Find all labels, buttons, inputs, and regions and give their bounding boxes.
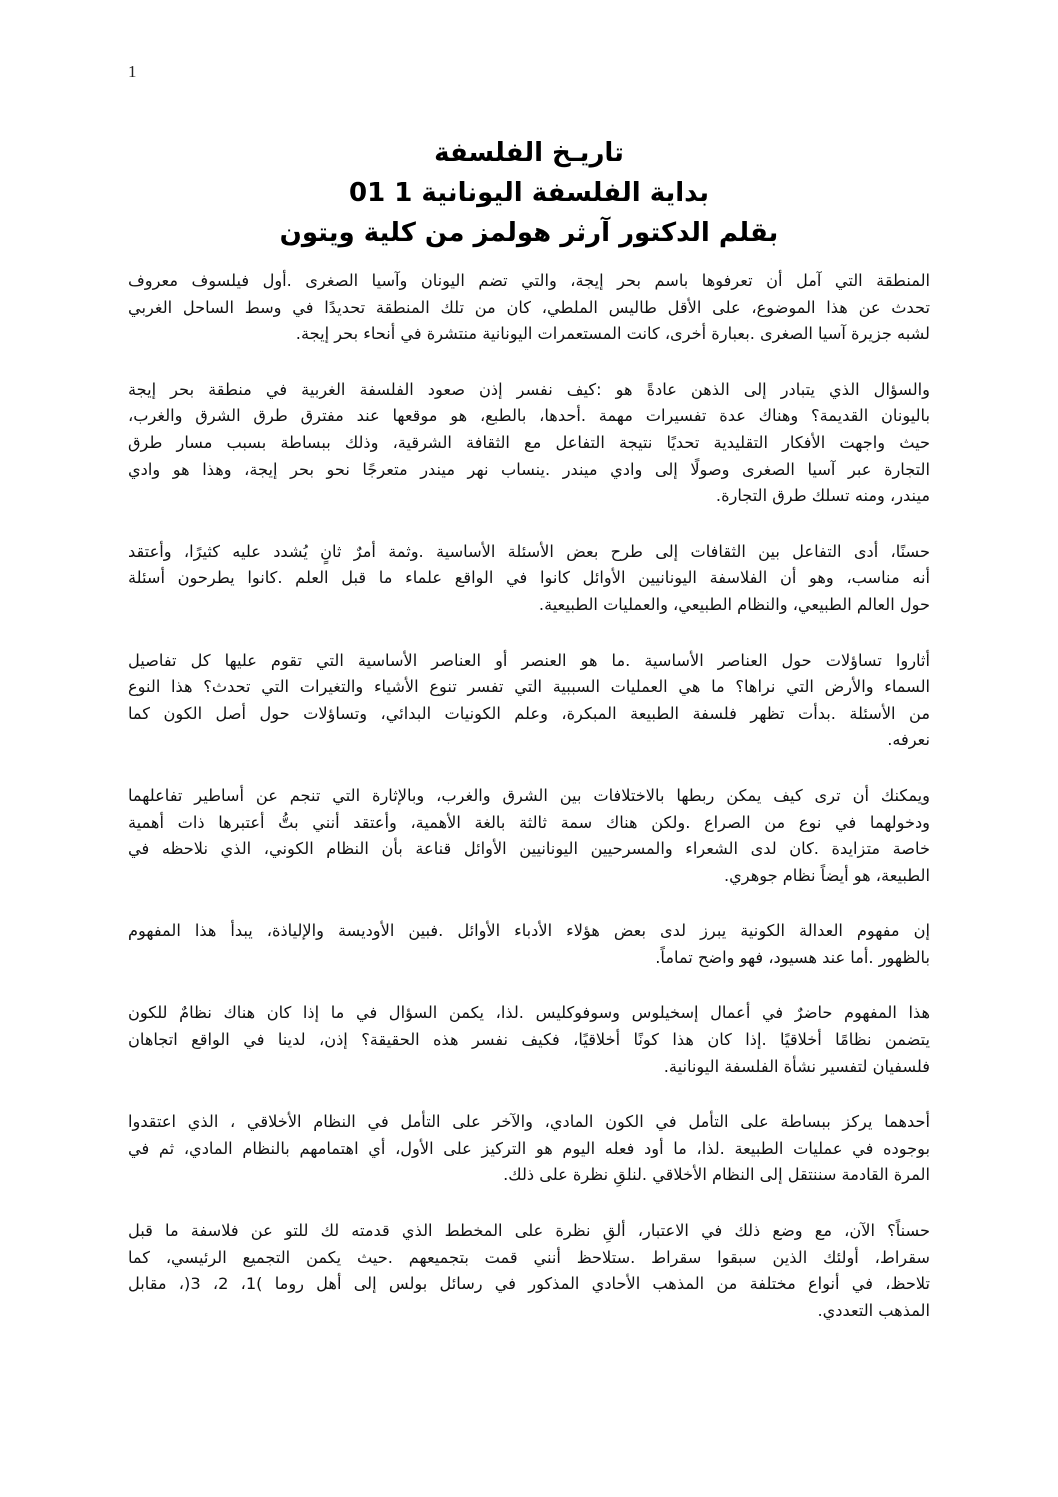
paragraph-line: بالظهور .أما عند هسيود، فهو واضح تماماً. [655,947,930,967]
paragraph-line: المنطقة التي آمل أن تعرفوها باسم بحر إيجة، والتي تضم اليونان وآسيا الصغرى .أول فيلسوف معروف [128,271,930,290]
document-body [128,268,930,1353]
paragraph-line: حسنًا، أدى التفاعل بين الثقافات إلى طرح بعض الأسئلة الأساسية .وثمة أمرٌ ثانٍ يُشدد عليه كثيرًا، وأعتقد [128,541,930,561]
paragraph-line: والسؤال الذي يتبادر إلى الذهن عادةً هو :كيف نفسر إذن صعود الفلسفة الغربية في منطقة بحر إيجة [128,379,930,399]
paragraph-line: حسناً؟ الآن، مع وضع ذلك في الاعتبار، ألقِ نظرة على المخطط الذي قدمته لك للتو عن فلاسفة ما قبل [128,1221,930,1241]
paragraph-line: فلسفيان لتفسير نشأة الفلسفة اليونانية. [663,1056,930,1076]
paragraph-line: باليونان القديمة؟ وهناك عدة تفسيرات مهمة .أحدها، بالطبع، هو موقعها عند مفترق طرق الشرق والغرب، [128,406,930,426]
paragraph-line: خاصة متزايدة .كان لدى الشعراء والمسرحيين اليونانيين الأوائل قناعة بأن النظام الكوني، الذي نلاحظه في [128,839,930,859]
paragraph-line: بوجوده في عمليات الطبيعة .لذا، ما أود فعله اليوم هو التركيز على الأول، أي اهتمامهم بالنظام المادي، ثم في [128,1138,930,1158]
paragraph-line: الطبيعة، هو أيضاً نظام جوهري. [723,865,930,885]
paragraph-line: ودخولهما في نوع من الصراع .ولكن هناك سمة ثالثة بالغة الأهمية، وأعتقد أنني بتُّ أعتبرها ذات أهمية [128,812,930,832]
paragraph [128,648,930,754]
paragraph-line: أحدهما يركز ببساطة على التأمل في الكون المادي، والآخر على التأمل في النظام الأخلاقي ، الذي اعتقدوا [128,1112,930,1132]
paragraph-line: نعرفه. [887,730,930,750]
paragraph-line: من الأسئلة .بدأت تظهر فلسفة الطبيعة المبكرة، وعلم الكونيات البدائي، وتساؤلات حول أصل الكون كما [128,703,930,723]
paragraph-line: حيث واجهت الأفكار التقليدية تحديًا نتيجة التفاعل مع الثقافة الشرقية، وذلك ببساطة بسبب مسار طرق [128,432,930,452]
document-title [0,133,1058,253]
paragraph-line: التجارة عبر آسيا الصغرى وصولًا إلى وادي ميندر .ينساب نهر ميندر متعرجًا نحو بحر إيجة، وهذا هو وادي [128,459,930,479]
title-line-2: بداية الفلسفة اليونانية 1 01 [349,178,709,208]
paragraph [128,783,930,889]
paragraph-line: أنه مناسب، وهو أن الفلاسفة اليونانيين الأوائل كانوا في الواقع علماء ما قبل العلم .كانوا يطرحون أسئلة [128,568,930,588]
paragraph-line: تحدث عن هذا الموضوع، على الأقل طاليس الملطي، كان من تلك المنطقة تحديدًا في وسط الساحل الغربي [128,297,930,317]
paragraph-line: يتضمن نظامًا أخلاقيًا .إذا كان هذا كونًا أخلاقيًا، فكيف نفسر هذه الحقيقة؟ إذن، لدينا في الواقع اتجاهان [128,1030,930,1050]
paragraph-line: سقراط، أولئك الذين سبقوا سقراط .ستلاحظ أنني قمت بتجميعهم .حيث يكمن التجميع الرئيسي، كما [128,1247,930,1267]
paragraph [128,1218,930,1324]
paragraph [128,539,930,619]
paragraph [128,1000,930,1080]
paragraph [128,377,930,510]
paragraph [128,918,930,971]
paragraph-line: حول العالم الطبيعي، والنظام الطبيعي، والعمليات الطبيعية. [538,594,930,614]
paragraph-line: ويمكنك أن ترى كيف يمكن ربطها بالاختلافات بين الشرق والغرب، وبالإثارة التي تنجم عن أساطير تفاعلهما [128,785,930,805]
paragraph [128,268,930,348]
paragraph-line: المرة القادمة سننتقل إلى النظام الأخلاقي .لنلقِ نظرة على ذلك. [503,1165,930,1185]
paragraph-line: إن مفهوم العدالة الكونية يبرز لدى بعض هؤلاء الأدباء الأوائل .فبين الأوديسة والإلياذة، يبدأ هذا المفهوم [128,921,930,941]
paragraph-line: أثاروا تساؤلات حول العناصر الأساسية .ما هو العنصر أو العناصر الأساسية التي تقوم عليها كل تفاصيل [128,650,930,670]
title-line-3: بقلم الدكتور آرثر هولمز من كلية ويتون [279,218,779,248]
paragraph-line: هذا المفهوم حاضرٌ في أعمال إسخيلوس وسوفوكليس .لذا، يكمن السؤال في ما إذا كان هناك نظامٌ للكون [128,1003,930,1023]
paragraph-line: السماء والأرض التي نراها؟ ما هي العمليات السببية التي تفسر تنوع الأشياء والتغيرات التي تحدث؟ هذا النوع [128,677,930,697]
paragraph-line: لشبه جزيرة آسيا الصغرى .بعبارة أخرى، كانت المستعمرات اليونانية منتشرة في أنحاء بحر إيجة. [295,324,930,344]
paragraph [128,1109,930,1189]
paragraph-line: المذهب التعددي. [817,1300,930,1320]
page-number: 1 [128,62,137,81]
paragraph-line: تلاحظ، في أنواع مختلفة من المذهب الأحادي المذكور في رسائل بولس إلى أهل روما )1، 2، 3(، مقابل [128,1274,930,1294]
paragraph-line: ميندر، ومنه تسلك طرق التجارة. [715,486,930,506]
title-line-1: تاريـخ الفلسفة [434,138,624,168]
